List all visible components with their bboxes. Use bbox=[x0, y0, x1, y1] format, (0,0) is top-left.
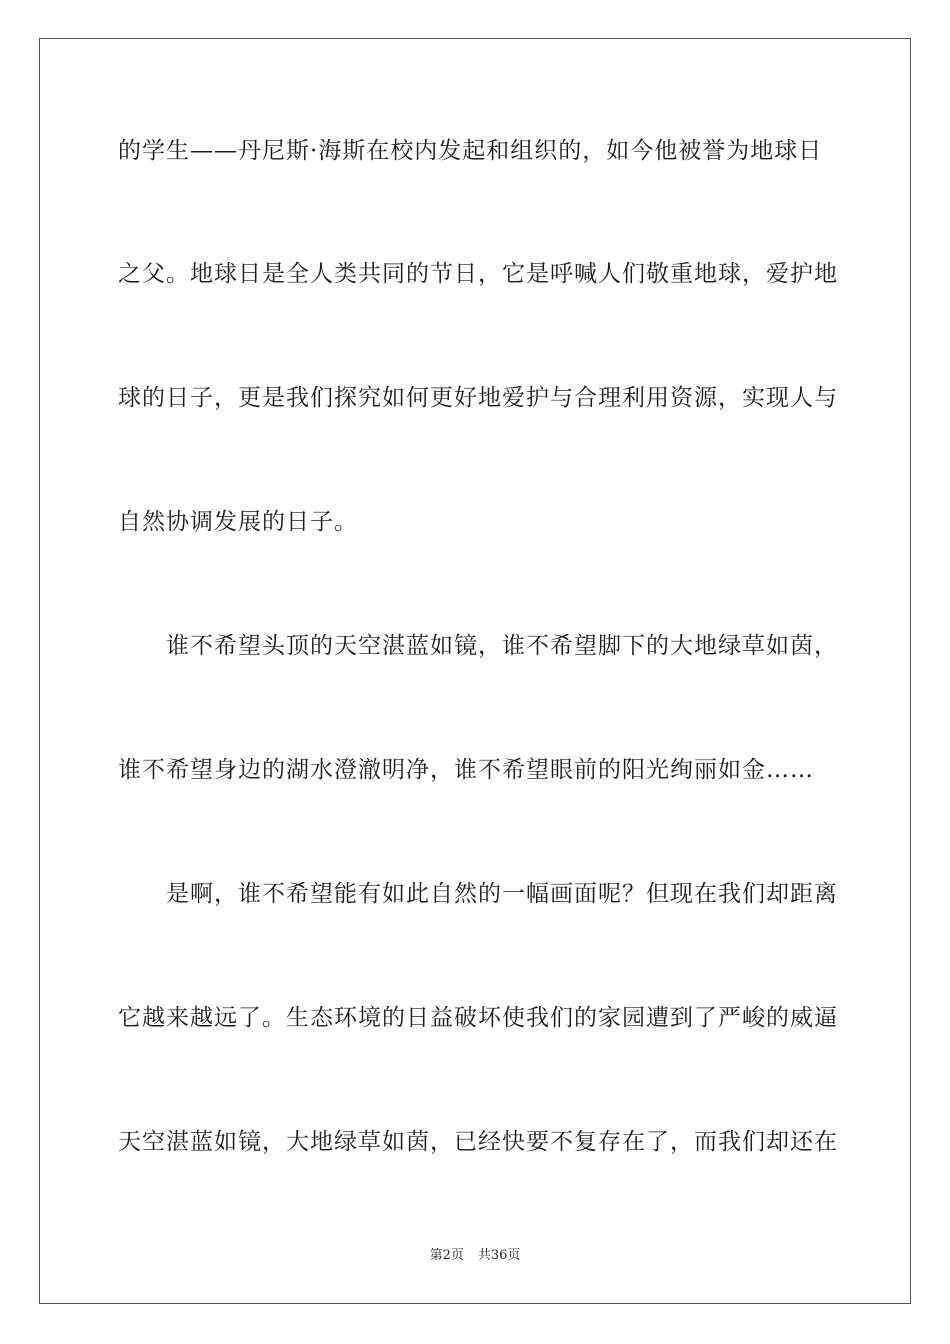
body-text-line: 谁不希望身边的湖水澄澈明净，谁不希望眼前的阳光绚丽如金…… bbox=[118, 757, 814, 783]
page-number: 第2页 bbox=[429, 1248, 464, 1263]
total-pages: 共36页 bbox=[477, 1248, 521, 1263]
page-border bbox=[39, 38, 911, 1304]
body-text-line: 之父。地球日是全人类共同的节日，它是呼喊人们敬重地球，爱护地 bbox=[118, 261, 838, 287]
page-footer bbox=[0, 1247, 950, 1265]
body-text-line: 球的日子，更是我们探究如何更好地爱护与合理利用资源，实现人与 bbox=[118, 385, 838, 411]
body-text-line: 谁不希望头顶的天空湛蓝如镜，谁不希望脚下的大地绿草如茵， bbox=[118, 633, 838, 659]
body-text-line: 它越来越远了。生态环境的日益破坏使我们的家园遭到了严峻的威逼 bbox=[118, 1005, 838, 1031]
body-text-line: 自然协调发展的日子。 bbox=[118, 509, 358, 535]
body-text-line: 天空湛蓝如镜，大地绿草如茵，已经快要不复存在了，而我们却还在 bbox=[118, 1129, 838, 1155]
body-text-line: 是啊，谁不希望能有如此自然的一幅画面呢？但现在我们却距离 bbox=[118, 881, 838, 907]
body-text-line: 的学生——丹尼斯·海斯在校内发起和组织的，如今他被誉为地球日 bbox=[118, 138, 823, 164]
